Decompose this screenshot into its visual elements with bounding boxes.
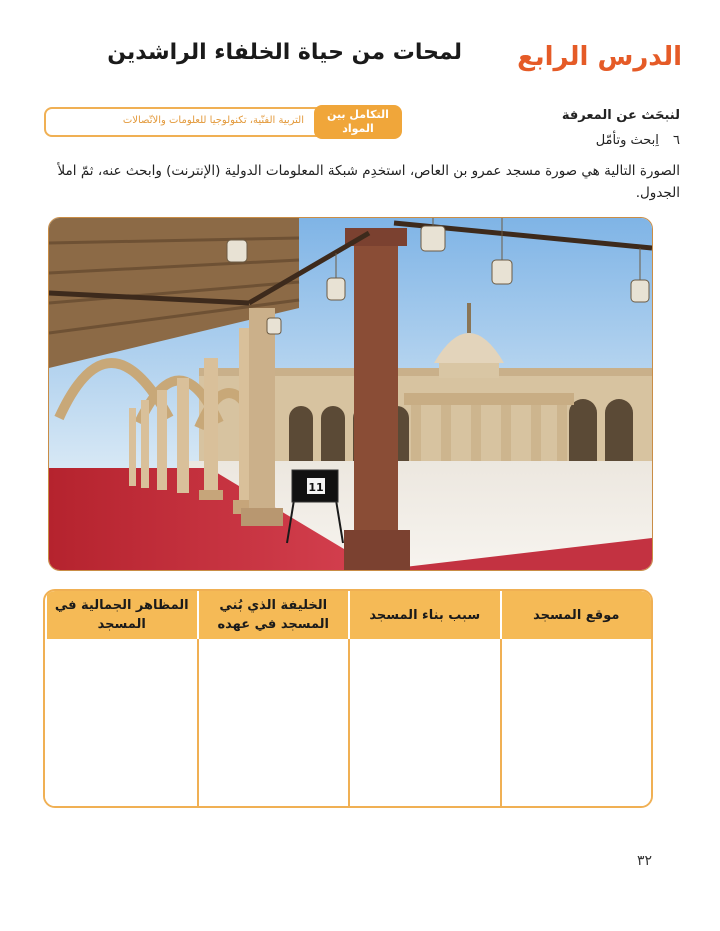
table-header-aesthetics: المظاهر الجمالية في المسجد — [45, 591, 197, 639]
sign-number: 11 — [308, 481, 324, 494]
table-cell-aesthetics[interactable] — [45, 639, 197, 806]
table-header-location: موقع المسجد — [500, 591, 652, 639]
integration-tag: التكامل بين المواد — [314, 105, 402, 139]
task-number: ٦ — [673, 133, 680, 148]
table-cell-location[interactable] — [500, 639, 652, 806]
section-heading: لنبحَث عن المعرفة — [561, 108, 680, 123]
table-header-reason: سبب بناء المسجد — [348, 591, 500, 639]
table-header-caliph: الخليفة الذي بُني المسجد في عهده — [197, 591, 349, 639]
integration-subjects: التربية الفنّية، تكنولوجيا للعلومات والاتّصالات — [122, 115, 304, 126]
research-table — [43, 589, 653, 808]
table-cell-caliph[interactable] — [197, 639, 349, 806]
lesson-label: الدرس الرابع — [517, 42, 682, 72]
table-cell-reason[interactable] — [348, 639, 500, 806]
mosque-photo — [48, 217, 653, 571]
task-paragraph: الصورة التالية هي صورة مسجد عمرو بن العاص، استخدِم شبكة المعلومات الدولية (الإنترنت) وابحث عنه، ثمّ املأ الجدول. — [57, 163, 680, 201]
task-row — [596, 133, 680, 148]
page-number: ٣٢ — [636, 853, 652, 869]
task-label: اِبحث وتأمّل — [595, 133, 659, 148]
lesson-title: لمحات من حياة الخلفاء الراشدين — [107, 40, 462, 65]
subject-integration-box — [44, 107, 400, 137]
